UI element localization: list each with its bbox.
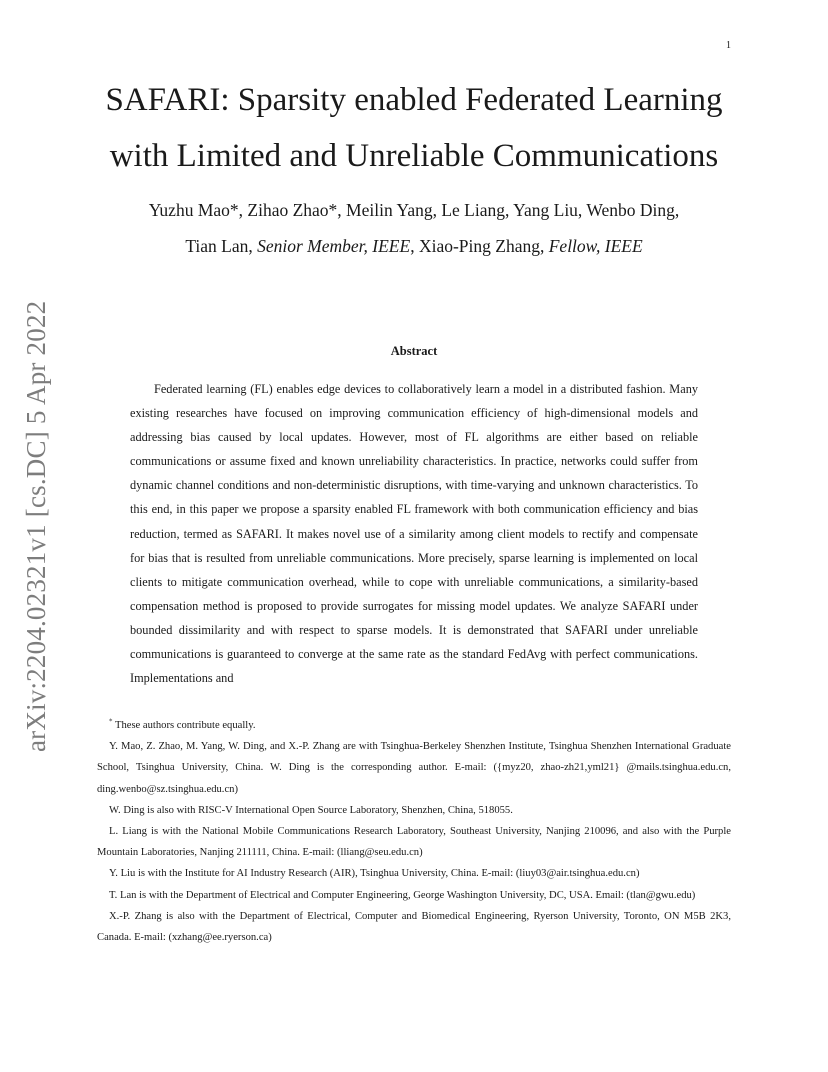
footnote-equal-contribution — [97, 715, 731, 736]
page-number: 1 — [726, 40, 731, 51]
author-role-senior-member: Senior Member, IEEE — [257, 236, 411, 256]
abstract-text: Federated learning (FL) enables edge devices to collaboratively learn a model in a distributed fashion. Many existing researches have focused on improving communication efficiency of high-dimensional models and addressing bias caused by local updates. However, most of FL algorithms are either based on reliable communications or assume fixed and known unreliability characteristics. In practice, networks could suffer from dynamic channel conditions and non-deterministic disruptions, with time-varying and unknown characteristics. To this end, in this paper we propose a sparsity enabled FL framework with both communication efficiency and bias reduction, termed as SAFARI. It makes novel use of a similarity among client models to rectify and compensate for bias that is resulted from unreliable communications. More precisely, sparse learning is implemented on local clients to mitigate communication overhead, while to cope with unreliable communications, a similarity-based compensation method is proposed to provide surrogates for missing model updates. We analyze SAFARI under bounded dissimilarity and with respect to sparse models. It is demonstrated that SAFARI under unreliable communications is guaranteed to converge at the same rate as the standard FedAvg with perfect communications. Implementations and — [130, 382, 698, 686]
paper-title — [60, 72, 768, 184]
footnotes — [97, 715, 731, 948]
authors-line-2-start: Tian Lan, — [185, 236, 258, 256]
author-role-fellow: Fellow, IEEE — [548, 236, 643, 256]
footnote-marker: * — [109, 717, 113, 726]
footnote-affiliation: Y. Mao, Z. Zhao, M. Yang, W. Ding, and X.-P. Zhang are with Tsinghua-Berkeley Shenzhen Institute, Tsinghua Shenzhen International Graduate School, Tsinghua University, China. W. Ding is the corresponding author. E-mail: ({myz20, zhao-zh21,yml21} @mails.tsinghua.edu.cn, ding.wenbo@sz.tsinghua.edu.cn) — [97, 741, 731, 795]
author-list — [60, 192, 768, 264]
footnote-affiliation: L. Liang is with the National Mobile Communications Research Laboratory, Southeast University, Nanjing 210096, and also with the Purple Mountain Laboratories, Nanjing 211111, China. E-mail: (lliang@seu.edu.cn) — [97, 826, 731, 859]
footnote-affiliation: W. Ding is also with RISC-V International Open Source Laboratory, Shenzhen, China, 518055. — [109, 804, 513, 816]
abstract-heading: Abstract — [390, 344, 438, 358]
authors-line-1: Yuzhu Mao*, Zihao Zhao*, Meilin Yang, Le Liang, Yang Liu, Wenbo Ding, — [148, 200, 680, 220]
footnote-equal-contribution-text: These authors contribute equally. — [114, 720, 256, 731]
footnote-affiliation: T. Lan is with the Department of Electrical and Computer Engineering, George Washington University, DC, USA. Email: (tlan@gwu.edu) — [109, 889, 696, 901]
footnote-affiliation: X.-P. Zhang is also with the Department of Electrical, Computer and Biomedical Engineering, Ryerson University, Toronto, ON M5B 2K3, Canada. E-mail: (xzhang@ee.ryerson.ca) — [97, 910, 731, 944]
arxiv-stamp: arXiv:2204.02321v1 [cs.DC] 5 Apr 2022 — [21, 300, 51, 752]
title-line-1: SAFARI: Sparsity enabled Federated Learning — [105, 82, 723, 118]
title-line-2: with Limited and Unreliable Communications — [109, 138, 719, 174]
footnote-affiliation: Y. Liu is with the Institute for AI Industry Research (AIR), Tsinghua University, China. E-mail: (liuy03@air.tsinghua.edu.cn) — [109, 868, 640, 880]
authors-line-2-mid: , Xiao-Ping Zhang, — [410, 236, 549, 256]
